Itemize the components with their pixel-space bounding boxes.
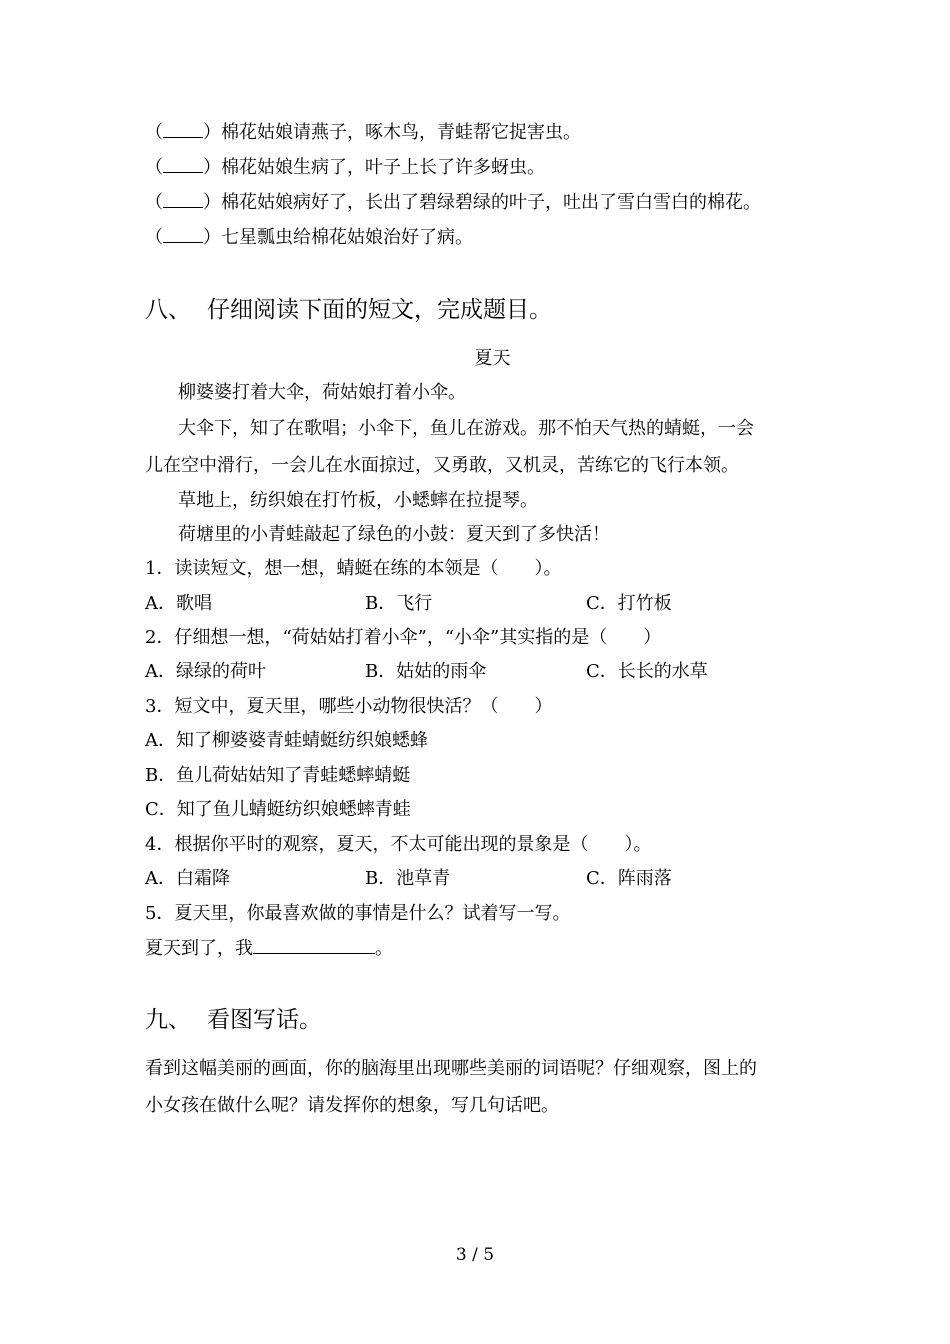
question-stem: 2．仔细想一想，“荷姑姑打着小伞”，“小伞”其实指的是（ ） [145,627,662,648]
question-stem: 3．短文中，夏天里，哪些小动物很快活？（ ） [145,696,553,717]
section-title: 仔细阅读下面的短文，完成题目。 [207,297,552,323]
question-stem: 5．夏天里，你最喜欢做的事情是什么？试着写一写。 [145,903,571,924]
option-a[interactable]: A．绿绿的荷叶 [145,661,266,682]
option-a[interactable]: A．白霜降 [145,868,230,889]
bracket-open: （ [145,122,163,143]
section-title: 看图写话。 [207,1007,322,1033]
answer-prefix: 夏天到了，我 [145,938,253,959]
passage-paragraph: 草地上，纺织娘在打竹板，小蟋蟀在拉提琴。 [178,490,538,511]
bracket-open: （ [145,227,163,248]
order-item-text: 棉花姑娘病好了，长出了碧绿碧绿的叶子，吐出了雪白雪白的棉花。 [221,192,761,213]
bracket-open: （ [145,157,163,178]
order-item [145,227,473,249]
instruction-text: 看到这幅美丽的画面，你的脑海里出现哪些美丽的词语呢？仔细观察，图上的 [145,1058,757,1079]
option-a[interactable]: A．歌唱 [145,593,212,614]
order-blank[interactable] [163,158,203,173]
option-c[interactable]: C．长长的水草 [586,661,708,682]
order-item-text: 七星瓢虫给棉花姑娘治好了病。 [221,227,473,248]
option-b[interactable]: B．池草青 [365,868,451,889]
option-b[interactable]: B．姑姑的雨伞 [365,661,487,682]
order-item-text: 棉花姑娘生病了，叶子上长了许多蚜虫。 [221,157,545,178]
bracket-close: ） [203,157,221,178]
section-number: 九、 [145,1007,191,1033]
section-heading [145,1006,322,1034]
page-number: 3 / 5 [455,1245,495,1265]
order-item [145,157,545,179]
option-a[interactable]: A．知了柳婆婆青蛙蜻蜓纺织娘蟋蜂 [145,730,428,751]
bracket-close: ） [203,192,221,213]
order-blank[interactable] [163,193,203,208]
section-number: 八、 [145,297,191,323]
order-item-text: 棉花姑娘请燕子，啄木鸟，青蛙帮它捉害虫。 [221,122,581,143]
passage-paragraph: 荷塘里的小青蛙敲起了绿色的小鼓：夏天到了多快活！ [178,524,610,545]
option-c[interactable]: C．打竹板 [586,593,672,614]
option-c[interactable]: C．知了鱼儿蜻蜓纺织娘蟋蟀青蛙 [145,799,411,820]
option-b[interactable]: B．鱼儿荷姑姑知了青蛙蟋蟀蜻蜓 [145,765,411,786]
answer-blank[interactable] [253,937,375,954]
answer-suffix: 。 [375,938,393,959]
answer-line [145,937,393,960]
order-item [145,122,581,144]
passage-paragraph: 大伞下，知了在歌唱；小伞下，鱼儿在游戏。那不怕天气热的蜻蜓，一会 [178,418,754,439]
bracket-close: ） [203,227,221,248]
order-blank[interactable] [163,228,203,243]
section-heading [145,296,552,324]
option-b[interactable]: B．飞行 [365,593,433,614]
passage-title: 夏天 [474,348,511,369]
bracket-open: （ [145,192,163,213]
instruction-text: 小女孩在做什么呢？请发挥你的想象，写几句话吧。 [145,1095,559,1116]
order-item [145,192,761,214]
bracket-close: ） [203,122,221,143]
passage-paragraph: 柳婆婆打着大伞，荷姑娘打着小伞。 [178,382,466,403]
order-blank[interactable] [163,123,203,138]
question-stem: 1．读读短文，想一想，蜻蜓在练的本领是（ ）。 [145,558,562,579]
passage-paragraph: 儿在空中滑行，一会儿在水面掠过，又勇敢，又机灵，苦练它的飞行本领。 [145,455,739,476]
question-stem: 4．根据你平时的观察，夏天，不太可能出现的景象是（ ）。 [145,834,652,855]
option-c[interactable]: C．阵雨落 [586,868,672,889]
